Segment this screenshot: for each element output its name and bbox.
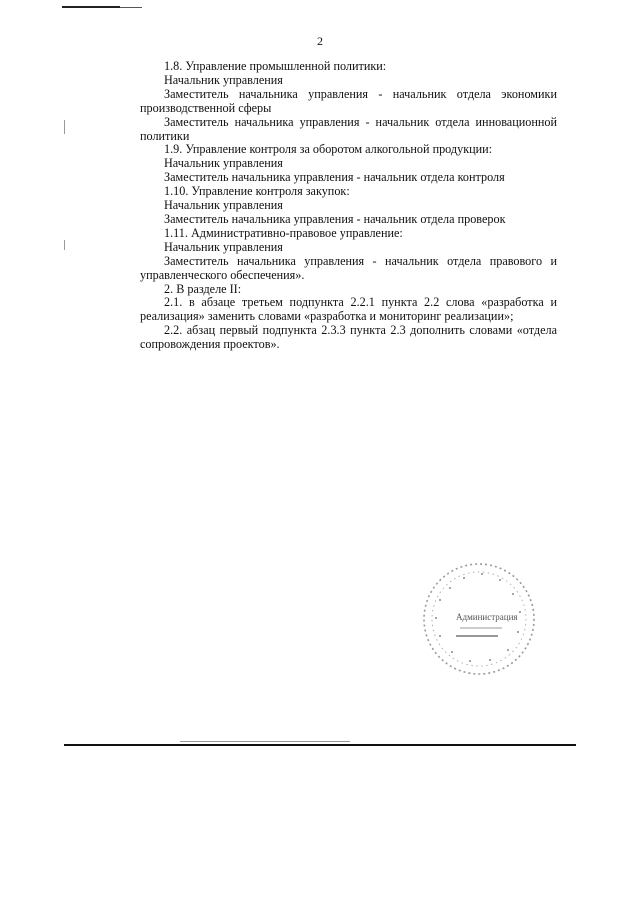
scan-speck [64,120,65,134]
paragraph: Начальник управления [164,72,283,87]
paragraph: Заместитель начальника управления - начальник отдела экономики производственной сферы [140,86,557,115]
paragraph: 1.9. Управление контроля за оборотом алкогольной продукции: [164,142,493,157]
paragraph: Заместитель начальника управления - начальник отдела проверок [164,211,506,226]
paragraph: Заместитель начальника управления - начальник отдела инновационной политики [140,114,557,143]
scan-artifact-top [62,6,120,8]
scan-artifact-bottom [64,744,576,746]
page-number: 2 [317,34,323,48]
paragraph: 1.11. Административно-правовое управление: [164,225,403,240]
document-body [140,60,557,352]
scan-artifact-bottom-faint [180,741,350,742]
paragraph: 2.2. абзац первый подпункта 2.3.3 пункта 2.3 дополнить словами «отдела сопровождения проектов». [140,323,557,352]
paragraph: Начальник управления [164,198,283,213]
paragraph: Начальник управления [164,156,283,171]
paragraph: 1.10. Управление контроля закупок: [164,184,350,199]
paragraph: Заместитель начальника управления - начальник отдела контроля [164,170,505,185]
paragraph: Заместитель начальника управления - начальник отдела правового и управленческого обеспечения». [140,253,557,282]
scan-artifact-top-2 [120,7,142,8]
scan-speck [64,240,65,250]
paragraph: 1.8. Управление промышленной политики: [164,59,387,73]
paragraph: 2.1. в абзаце третьем подпункта 2.2.1 пункта 2.2 слова «разработка и реализация» заменить словами «разработка и мониторинг реализации»; [140,295,557,324]
official-stamp [420,560,538,678]
paragraph: 2. В разделе II: [164,281,242,296]
stamp-text: Администрация [456,612,518,622]
paragraph: Начальник управления [164,239,283,254]
